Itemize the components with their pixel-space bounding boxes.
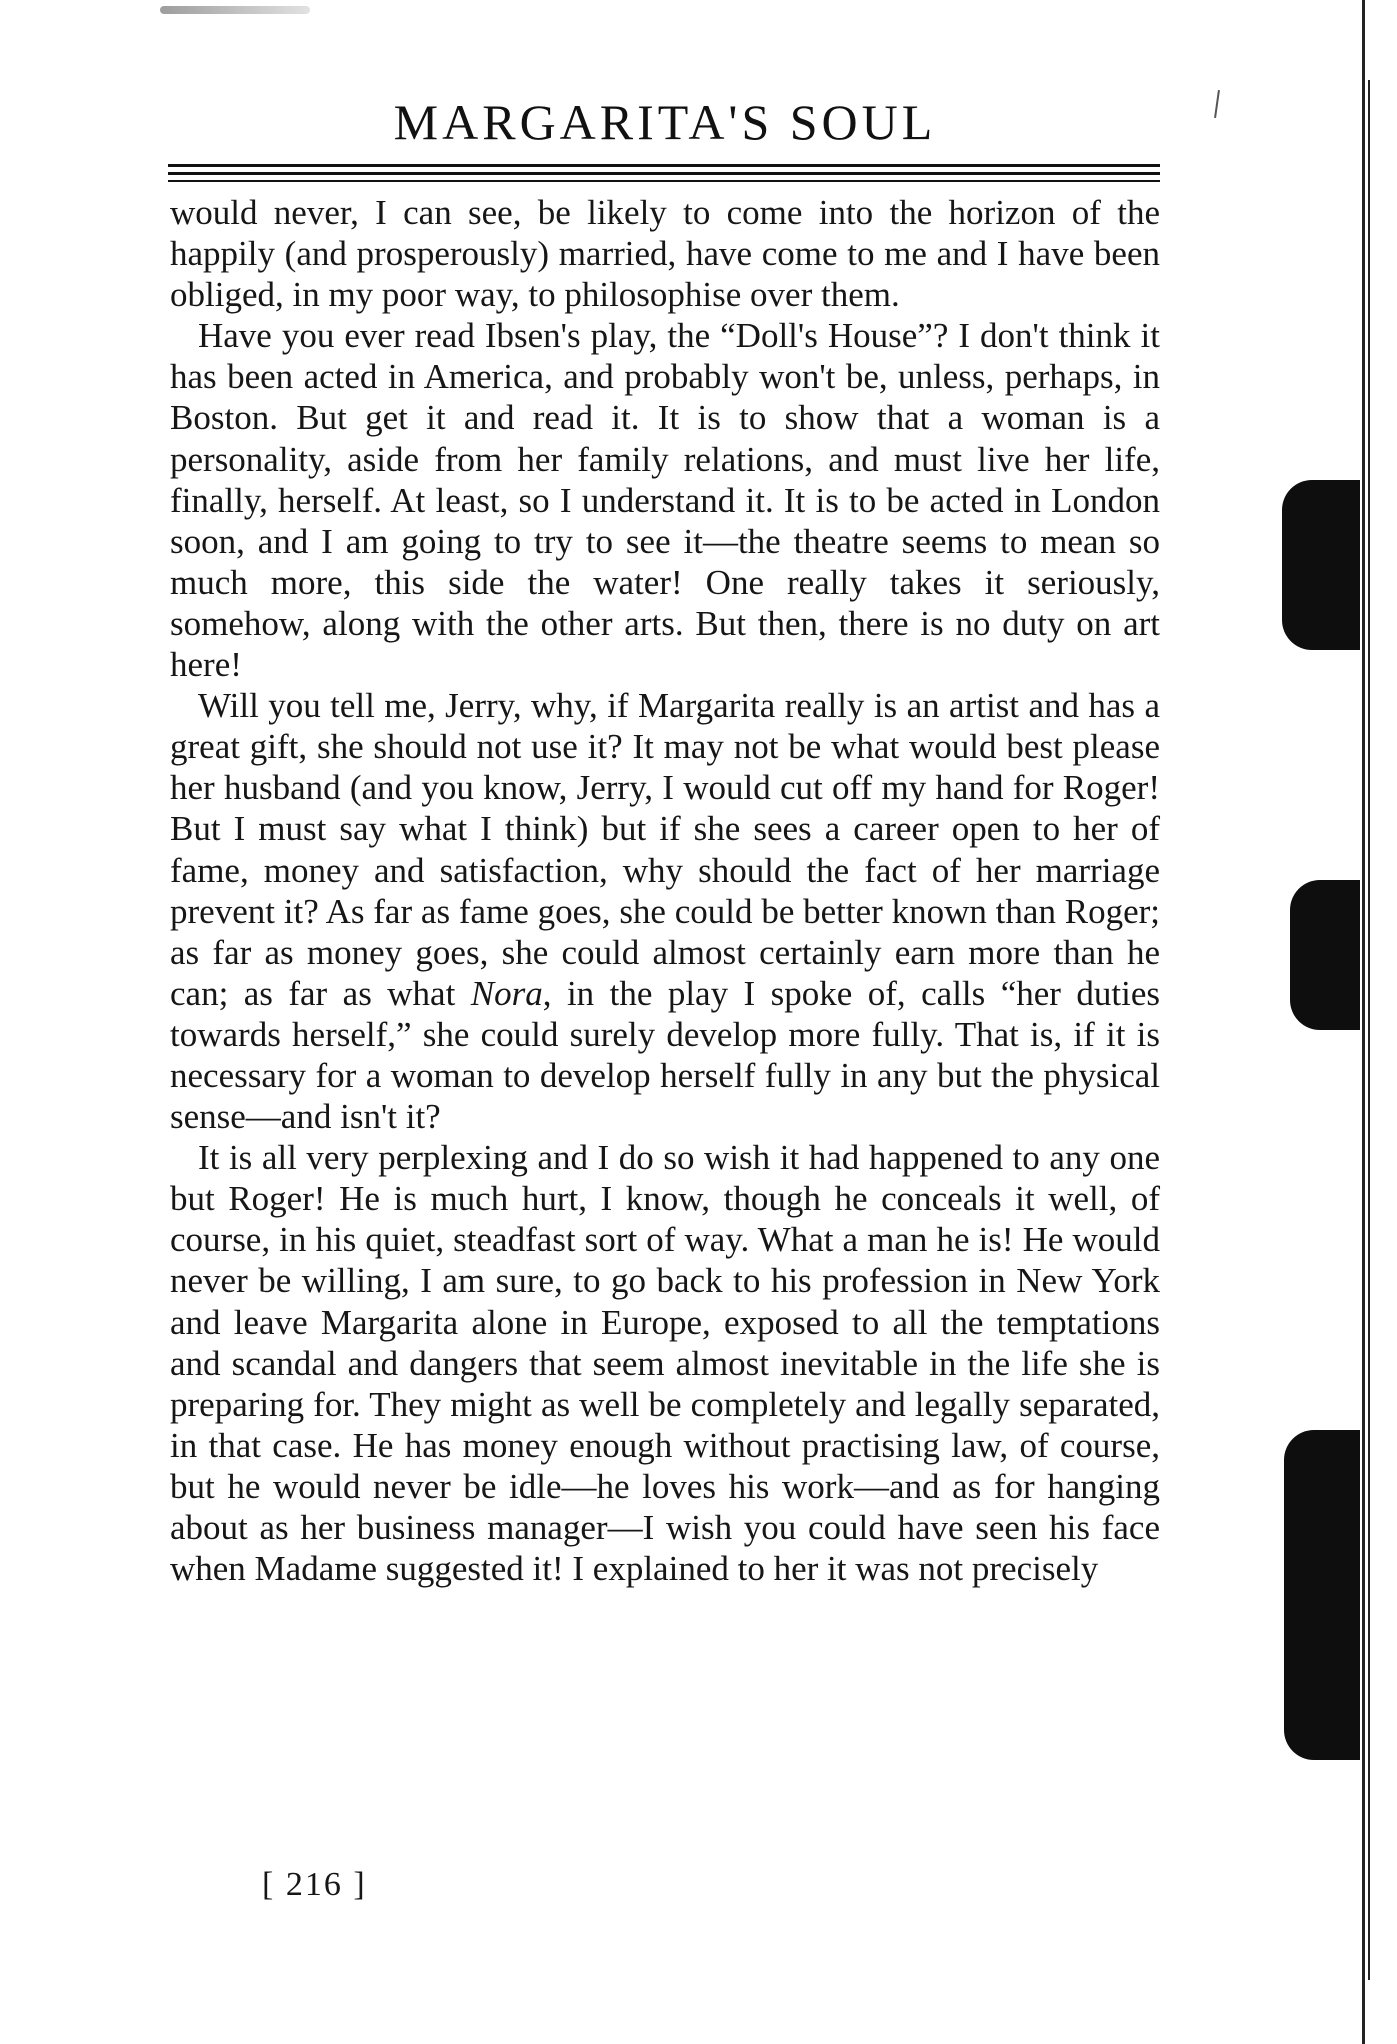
body-text <box>170 192 1160 1589</box>
scan-shadow-3 <box>1284 1430 1360 1760</box>
header-rule-top <box>168 164 1160 167</box>
header-rule-middle <box>168 172 1160 175</box>
running-head: MARGARITA'S SOUL <box>393 94 937 150</box>
header-rule-bottom <box>168 180 1160 182</box>
scan-smudge <box>160 6 310 14</box>
margin-mark <box>1214 90 1220 118</box>
paragraph-3-text-before: Will you tell me, Jerry, why, if Margarita really is an artist and has a great gift, she should not use it? It may not be what would best please her husband (and you know, Jerry, I would cut off my hand for Roger! But I must say what I think) but if she sees a career open to her of fame, money and satisfaction, why should the fact of her marriage prevent it? As far as fame goes, she could be better known than Roger; as far as money goes, she could almost certainly earn more than he can; as far as what <box>170 686 1160 1013</box>
paragraph-2: Have you ever read Ibsen's play, the “Doll's House”? I don't think it has been acted in America, and probably won't be, unless, perhaps, in Boston. But get it and read it. It is to show that a woman is a personality, aside from her family relations, and must live her life, finally, herself. At least, so I understand it. It is to be acted in London soon, and I am going to try to see it—the theatre seems to mean so much more, this side the water! One really takes it seriously, somehow, along with the other arts. But then, there is no duty on art here! <box>170 316 1160 685</box>
italic-nora: Nora <box>470 973 543 1013</box>
paragraph-3 <box>170 685 1160 1137</box>
paragraph-4: It is all very perplexing and I do so wish it had happened to any one but Roger! He is much hurt, I know, though he conceals it well, of course, in his quiet, steadfast sort of way. What a man he is! He would never be willing, I am sure, to go back to his profession in New York and leave Margarita alone in Europe, exposed to all the temptations and scandal and dangers that seem almost inevitable in the life she is preparing for. They might as well be completely and legally separated, in that case. He has money enough without practising law, of course, but he would never be idle—he loves his work—and as for hanging about as her business manager—I wish you could have seen his face when Madame suggested it! I explained to her it was not precisely <box>170 1138 1160 1589</box>
paragraph-1: would never, I can see, be likely to come into the horizon of the happily (and prosperously) married, have come to me and I have been obliged, in my poor way, to philosophise over them. <box>170 193 1160 315</box>
scan-shadow-1 <box>1282 480 1360 650</box>
page-number: [ 216 ] <box>262 1866 367 1903</box>
binding-edge <box>1362 0 1374 2044</box>
scan-shadow-2 <box>1290 880 1360 1030</box>
paragraph-3-text-after: , in the play I spoke of, calls “her duties towards herself,” she could surely develop more fully. That is, if it is necessary for a woman to develop herself fully in any but the physical sense—and isn't it? <box>170 973 1160 1137</box>
